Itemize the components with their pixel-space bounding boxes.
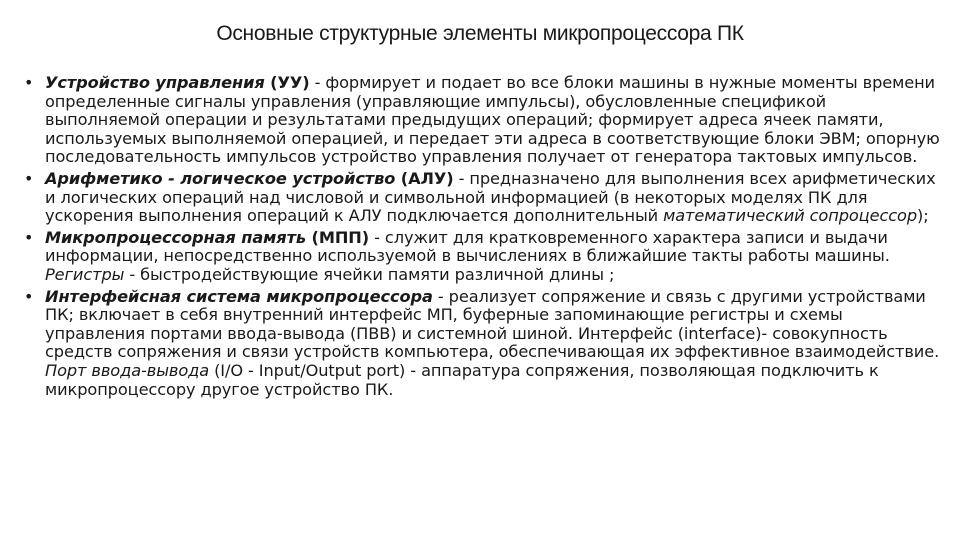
bullet-list [24, 74, 940, 402]
slide-title: Основные структурные элементы микропроцессора ПК [216, 22, 744, 45]
bullet-abbr: (МПП) [306, 227, 370, 247]
bullet-text: - предназначено для выполнения всех арифметических и логических операций над числовой и символьной информацией (в некоторых моделях ПК для ускорения выполнения операций к АЛУ подключается дополнительный [45, 168, 936, 226]
bullet-term: Арифметико - логическое устройство [45, 168, 396, 188]
bullet-term: Устройство управления [45, 73, 265, 92]
bullet-abbr: (АЛУ) [395, 168, 454, 188]
bullet-dot-icon: • [24, 286, 34, 306]
bullet-memory [24, 229, 940, 285]
bullet-dot-icon: • [24, 168, 34, 188]
bullet-text: - служит для кратковременного характера записи и выдачи информации, непосредственно используемой в вычислениях в ближайшие такты работы машины. [45, 227, 890, 266]
bullet-term: Интерфейсная система микропроцессора [45, 286, 433, 306]
bullet-tail: (I/O - Input/Output port) - аппаратура сопряжения, позволяющая подключить к микропроцессору другое устройство ПК. [45, 360, 879, 399]
bullet-control-unit [24, 74, 940, 167]
bullet-dot-icon: • [24, 227, 34, 247]
bullet-text: - формирует и подает во все блоки машины в нужные моменты времени определенные сигналы управления (управляющие импульсы), обусловленные спецификой выполняемой операции и результатами предыдущих операций; формирует адреса ячеек памяти, используемых выполняемой операцией, и передает эти адреса в соответствующие блоки ЭВМ; опорную последовательность импульсов устройство управления получает от генератора тактовых импульсов. [45, 73, 940, 167]
bullet-italic-term: Порт ввода-вывода [45, 360, 210, 380]
bullet-tail: - быстродействующие ячейки памяти различной длины ; [124, 264, 615, 284]
bullet-abbr: (УУ) [264, 73, 310, 92]
bullet-italic-term: математический сопроцессор [663, 206, 918, 226]
bullet-interface [24, 288, 940, 400]
bullet-text: - реализует сопряжение и связь с другими устройствами ПК; включает в себя внутренний интерфейс МП, буферные запоминающие регистры и схемы управления портами ввода-вывода (ПВВ) и системной шиной. Интерфейс (interface)- совокупность средств сопряжения и связи устройств компьютера, обеспечивающая их эффективное взаимодействие. [45, 286, 940, 362]
bullet-tail: ); [917, 206, 929, 226]
bullet-term: Микропроцессорная память [45, 227, 307, 247]
bullet-dot-icon: • [24, 73, 34, 92]
bullet-alu [24, 170, 940, 226]
bullet-italic-term: Регистры [45, 264, 125, 284]
